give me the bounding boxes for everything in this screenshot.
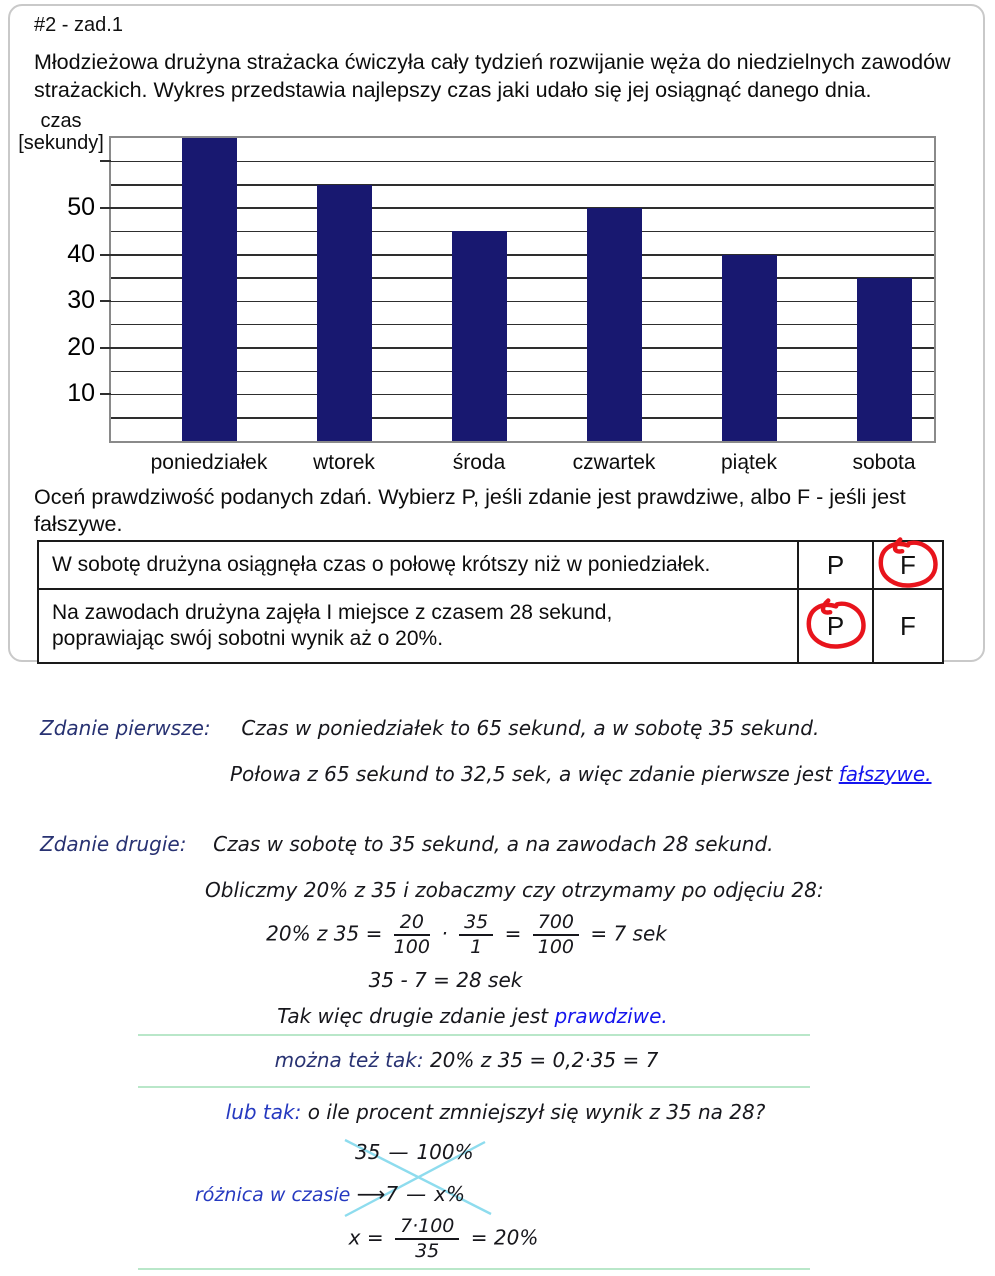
conclusion-line: Tak więc drugie zdanie jest prawdziwe. [277,1004,668,1028]
axis-tick [100,300,111,302]
sentence2-label: Zdanie drugie: [40,832,187,856]
answer-true: prawdziwe. [554,1004,668,1028]
x-category-label: wtorek [313,451,375,474]
statement-text: Na zawodach drużyna zajęła I miejsce z czasem 28 sekund, poprawiając swój sobotni wynik aż o 20%. [52,601,613,650]
sentence2-text: Czas w sobotę to 35 sekund, a na zawodach 28 sekund. [213,832,774,856]
solution-sentence2 [40,832,774,856]
sentence1-label: Zdanie pierwsze: [40,716,211,740]
axis-tick [100,393,111,395]
sentence1-text: Czas w poniedziałek to 65 sekund, a w sobotę 35 sekund. [241,716,820,740]
proportion-row2: różnica w czasie ⟶7 — x% [195,1182,465,1206]
bar-czwartek [587,208,642,441]
x-category-label: piątek [720,451,778,474]
separator-line [138,1268,810,1270]
axis-tick [100,347,111,349]
axis-tick-label: 20 [67,332,95,361]
axis-tick [100,254,111,256]
equation-20-percent: 20% z 35 = $\frac{20}{100}$ · $\frac{35}{1}$ = $\frac{700}{100}$ = 7 sek [266,911,667,958]
axis-tick-label: 10 [67,379,95,408]
bar-piątek [722,255,777,441]
axis-tick-label: 30 [67,286,95,315]
equation-subtraction: 35 - 7 = 28 sek [368,968,523,992]
y-axis-label-line1: czas [40,110,82,132]
true-false-table [37,540,944,664]
bar-sobota [857,278,912,441]
solution-sentence2-step: Obliczmy 20% z 35 i zobaczmy czy otrzymamy po odjęciu 28: [205,878,824,902]
bar-wtorek [317,185,372,441]
bar-środa [452,231,507,441]
x-category-label: czwartek [572,451,656,474]
x-category-label: środa [452,451,506,474]
problem-card [8,4,985,662]
y-axis-label-line2: [sekundy] [18,132,104,154]
arrow-icon: ⟶ [356,1182,386,1206]
x-category-label: sobota [852,451,916,474]
alternative-method-2: lub tak: o ile procent zmniejszył się wynik z 35 na 28? [225,1100,766,1124]
chart-plot [67,136,936,474]
answer-false: fałszywe. [838,762,932,786]
axis-tick [100,207,111,209]
problem-intro: Młodzieżowa drużyna strażacka ćwiczyła cały tydzień rozwijanie węża do niedzielnych zawodów strażackich. Wykres przedstawia najlepszy czas jaki udało się jej osiągnąć danego dnia. [34,50,951,102]
proportion-block [195,1138,515,1224]
solution-sentence1 [40,716,819,740]
alt2-label: lub tak: [225,1100,302,1124]
bar-chart [10,6,983,476]
time-difference-label: różnica w czasie [195,1184,351,1206]
choice-f-row2[interactable]: F [872,590,942,662]
statement-text: W sobotę drużyna osiągnęła czas o połowę krótszy niż w poniedziałek. [52,553,711,576]
equation-x: x = $\frac{7\cdot 100}{35}$ = 20% [348,1215,539,1262]
table-row [39,542,942,588]
bar-poniedziałek [182,138,237,441]
task-id: #2 - zad.1 [34,14,123,36]
fraction-20-100: $\frac{20}{100}$ [393,911,430,958]
table-row [39,588,942,662]
fraction-35-1: $\frac{35}{1}$ [459,912,493,958]
alt1-label: można też tak: [274,1048,424,1072]
axis-tick-label: 50 [67,192,95,221]
instruction-text: Oceń prawdziwość podanych zdań. Wybierz P, jeśli zdanie jest prawdziwe, albo F - jeśli jest fałszywe. [34,485,906,536]
choice-p-row1[interactable]: P [797,542,872,588]
y-axis-label [12,110,110,154]
solution-sentence1-result: Połowa z 65 sekund to 32,5 sek, a więc zdanie pierwsze jest fałszywe. [230,762,932,786]
fraction-7-100-over-35: $\frac{7\cdot 100}{35}$ [395,1216,459,1262]
axis-tick-label: 40 [67,239,95,268]
choice-f-row1[interactable]: F [872,542,942,588]
axis-tick [100,160,111,162]
fraction-700-100: $\frac{700}{100}$ [533,912,579,958]
separator-line [138,1086,810,1088]
x-category-label: poniedziałek [150,451,268,474]
separator-line [138,1034,810,1036]
choice-p-row2[interactable]: P [797,590,872,662]
proportion-row1: 35 — 100% [355,1140,474,1164]
alternative-method-1: można też tak: 20% z 35 = 0,2·35 = 7 [274,1048,659,1072]
